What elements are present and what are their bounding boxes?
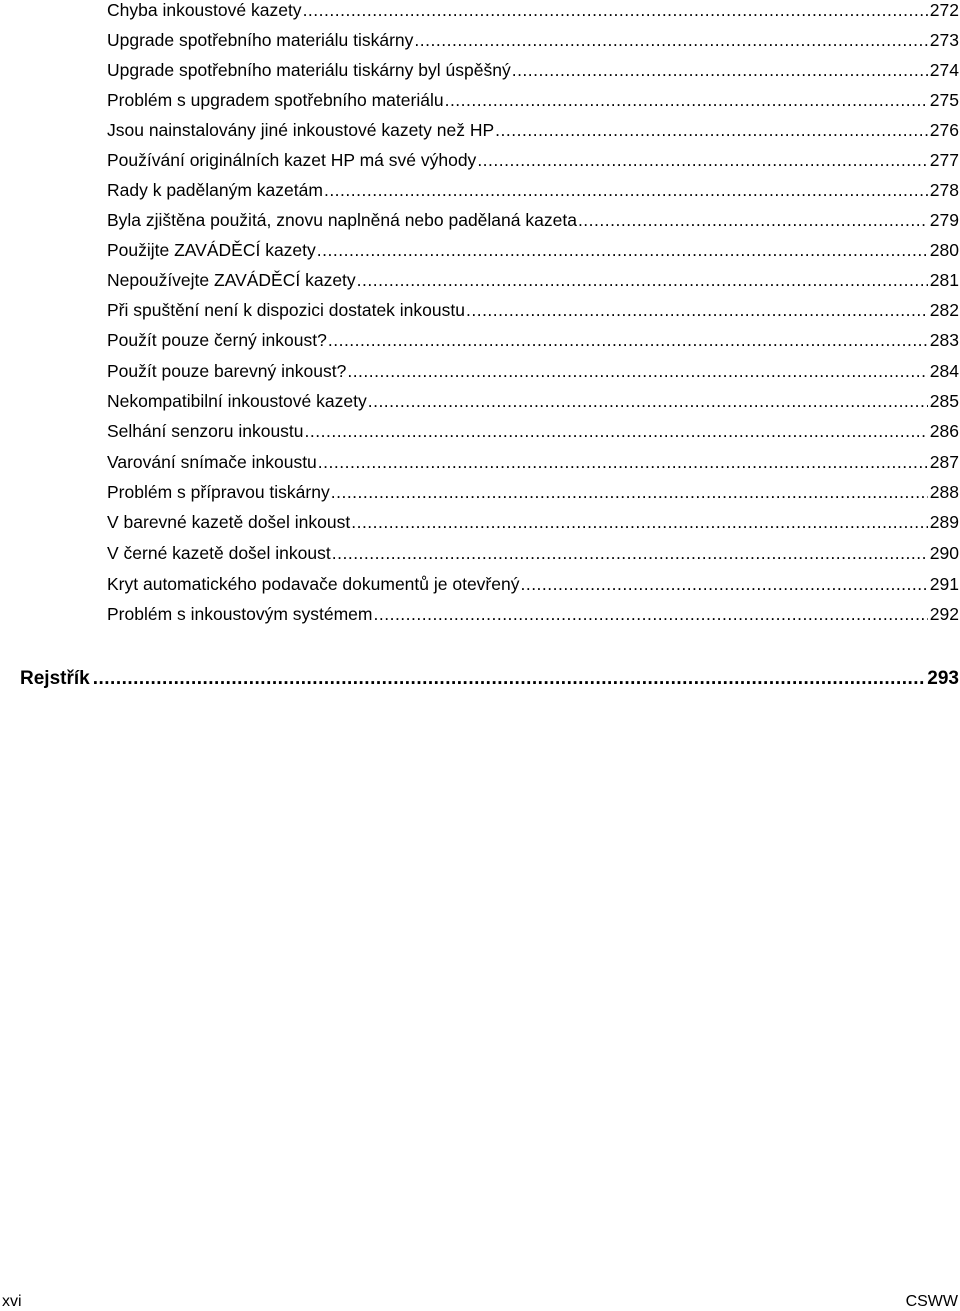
footer-label: CSWW <box>905 1293 958 1310</box>
toc-entry-title: Problém s přípravou tiskárny <box>107 482 330 502</box>
dot-leader <box>305 421 928 441</box>
toc-entry-title: Chyba inkoustové kazety <box>107 0 302 20</box>
toc-entry[interactable] <box>107 90 959 120</box>
dot-leader <box>357 270 928 290</box>
dot-leader <box>512 60 928 80</box>
toc-entry[interactable] <box>107 482 959 512</box>
toc-entry-title: Používání originálních kazet HP má své výhody <box>107 150 477 170</box>
toc-entry-page: 277 <box>929 150 959 170</box>
toc-entry-title: V černé kazetě došel inkoust <box>107 543 331 563</box>
toc-entry[interactable] <box>107 391 959 421</box>
toc-entry-title: Upgrade spotřebního materiálu tiskárny <box>107 30 414 50</box>
toc-entry-title: Použít pouze černý inkoust? <box>107 330 327 350</box>
dot-leader <box>93 668 926 690</box>
toc-entry-page: 289 <box>929 512 959 532</box>
toc-entry-title: Použít pouze barevný inkoust? <box>107 361 347 381</box>
toc-index-entry[interactable] <box>20 668 959 690</box>
toc-entry[interactable] <box>107 330 959 360</box>
toc-entry-page: 280 <box>929 240 959 260</box>
toc-entry-page: 285 <box>929 391 959 411</box>
toc-entry-page: 291 <box>929 574 959 594</box>
toc-entry-title: V barevné kazetě došel inkoust <box>107 512 351 532</box>
dot-leader <box>445 90 928 110</box>
toc-entry-page: 273 <box>929 30 959 50</box>
toc-index-title: Rejstřík <box>20 668 90 689</box>
toc-entry-title: Při spuštění není k dispozici dostatek inkoustu <box>107 300 465 320</box>
toc-entry-title: Upgrade spotřebního materiálu tiskárny byl úspěšný <box>107 60 511 80</box>
toc-entry-title: Problém s inkoustovým systémem <box>107 604 373 624</box>
toc-entry[interactable] <box>107 300 959 330</box>
dot-leader <box>374 604 928 624</box>
toc-entry[interactable] <box>107 60 959 90</box>
toc-entry-page: 292 <box>929 604 959 624</box>
toc-entry-page: 282 <box>929 300 959 320</box>
dot-leader <box>520 574 927 594</box>
toc-entry-page: 281 <box>929 270 959 290</box>
toc-entry-title: Kryt automatického podavače dokumentů je otevřený <box>107 574 520 594</box>
dot-leader <box>317 240 928 260</box>
dot-leader <box>351 512 928 532</box>
toc-entry[interactable] <box>107 361 959 391</box>
dot-leader <box>477 150 927 170</box>
toc-entry-page: 288 <box>929 482 959 502</box>
dot-leader <box>578 210 928 230</box>
toc-entry-page: 283 <box>929 330 959 350</box>
toc-entry-page: 278 <box>929 180 959 200</box>
dot-leader <box>368 391 928 411</box>
toc-entry-title: Rady k padělaným kazetám <box>107 180 323 200</box>
toc-entry[interactable] <box>107 604 959 634</box>
toc-entry[interactable] <box>107 270 959 300</box>
toc-entry-title: Nepoužívejte ZAVÁDĚCÍ kazety <box>107 270 356 290</box>
dot-leader <box>303 0 928 20</box>
toc-entry-page: 286 <box>929 421 959 441</box>
toc-entry-page: 284 <box>929 361 959 381</box>
footer-page-number: xvi <box>2 1293 22 1310</box>
toc-entry[interactable] <box>107 512 959 542</box>
toc-entry[interactable] <box>107 240 959 270</box>
toc-entry[interactable] <box>107 30 959 60</box>
toc-entry-page: 274 <box>929 60 959 80</box>
dot-leader <box>495 120 928 140</box>
toc-entry-title: Byla zjištěna použitá, znovu naplněná nebo padělaná kazeta <box>107 210 577 230</box>
toc-entry-page: 290 <box>929 543 959 563</box>
toc-entry-page: 272 <box>929 0 959 20</box>
toc-entry[interactable] <box>107 421 959 451</box>
toc-entry-title: Jsou nainstalovány jiné inkoustové kazety než HP <box>107 120 495 140</box>
toc-entry-page: 275 <box>929 90 959 110</box>
toc-entry-title: Selhání senzoru inkoustu <box>107 421 304 441</box>
toc-entry[interactable] <box>107 150 959 180</box>
toc-entry[interactable] <box>107 452 959 482</box>
toc-entry[interactable] <box>107 574 959 604</box>
dot-leader <box>318 452 928 472</box>
dot-leader <box>347 361 927 381</box>
dot-leader <box>328 330 928 350</box>
toc-entry[interactable] <box>107 120 959 150</box>
toc-entry-title: Použijte ZAVÁDĚCÍ kazety <box>107 240 316 260</box>
dot-leader <box>331 482 928 502</box>
dot-leader <box>332 543 928 563</box>
dot-leader <box>414 30 927 50</box>
toc-index-page: 293 <box>927 668 959 689</box>
toc-entry-page: 279 <box>929 210 959 230</box>
toc-entry-title: Nekompatibilní inkoustové kazety <box>107 391 367 411</box>
toc-entry-page: 287 <box>929 452 959 472</box>
dot-leader <box>324 180 928 200</box>
toc-entry[interactable] <box>107 210 959 240</box>
dot-leader <box>466 300 928 320</box>
toc-entry-title: Varování snímače inkoustu <box>107 452 317 472</box>
toc-entry[interactable] <box>107 180 959 210</box>
toc-entry[interactable] <box>107 0 959 30</box>
toc-entry[interactable] <box>107 543 959 573</box>
toc-entry-page: 276 <box>929 120 959 140</box>
toc-entry-title: Problém s upgradem spotřebního materiálu <box>107 90 444 110</box>
